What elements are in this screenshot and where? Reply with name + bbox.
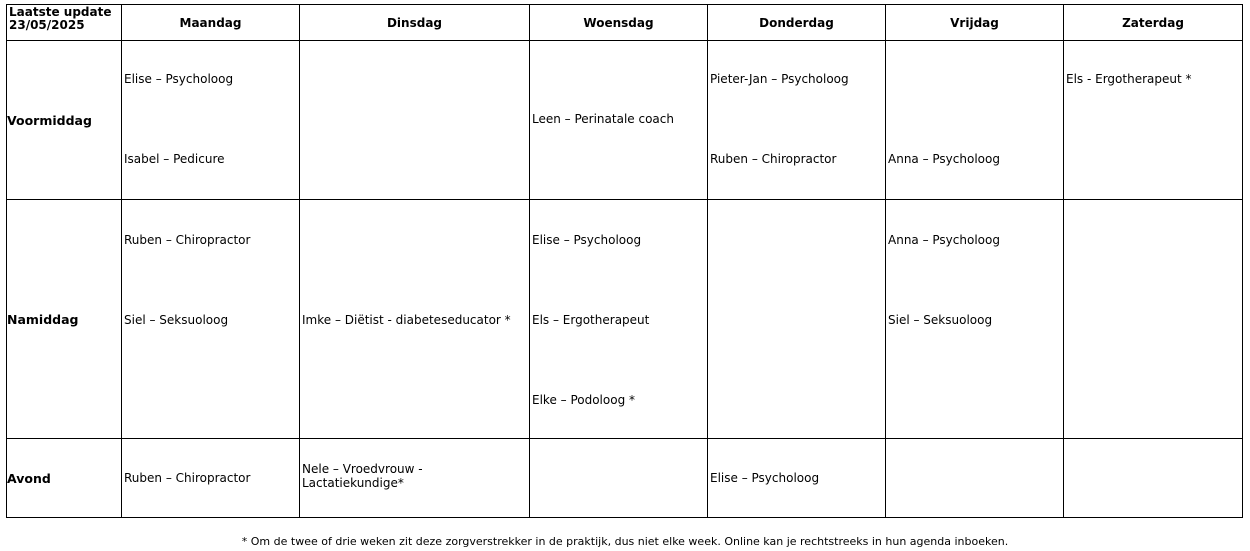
row-label-voormiddag: Voormiddag bbox=[7, 41, 122, 200]
schedule-entry: Nele – Vroedvrouw - Lactatiekundige* bbox=[302, 462, 423, 490]
schedule-entry: Siel – Seksuoloog bbox=[124, 313, 229, 327]
cell-avond-dinsdag bbox=[300, 439, 530, 518]
schedule-entry: Elise – Psycholoog bbox=[124, 72, 234, 86]
schedule-entry: Ruben – Chiropractor bbox=[124, 471, 251, 485]
cell-voormiddag-donderdag bbox=[708, 41, 886, 200]
schedule-entry: Els – Ergotherapeut bbox=[532, 313, 650, 327]
schedule-entry: Anna – Psycholoog bbox=[888, 152, 1000, 166]
row-avond bbox=[7, 439, 1243, 518]
footnote: * Om de twee of drie weken zit deze zorgverstrekker in de praktijk, dus niet elke week. Online kan je rechtstreeks in hun agenda inboeken. bbox=[241, 535, 1009, 548]
day-header-zaterdag: Zaterdag bbox=[1064, 5, 1243, 41]
cell-voormiddag-dinsdag bbox=[300, 41, 530, 200]
header-row bbox=[7, 5, 1243, 41]
cell-voormiddag-maandag bbox=[122, 41, 300, 200]
schedule-entry: Leen – Perinatale coach bbox=[532, 112, 674, 126]
cell-avond-woensdag bbox=[530, 439, 708, 518]
schedule-table bbox=[6, 4, 1243, 518]
row-namiddag bbox=[7, 200, 1243, 439]
cell-voormiddag-vrijdag bbox=[886, 41, 1064, 200]
cell-avond-donderdag bbox=[708, 439, 886, 518]
day-header-vrijdag: Vrijdag bbox=[886, 5, 1064, 41]
last-update-header bbox=[7, 5, 122, 41]
row-label-namiddag: Namiddag bbox=[7, 200, 122, 439]
schedule-entry: Ruben – Chiropractor bbox=[710, 152, 837, 166]
row-label-avond: Avond bbox=[7, 439, 122, 518]
last-update-label: Laatste update bbox=[9, 5, 112, 19]
schedule-entry: Elise – Psycholoog bbox=[710, 471, 820, 485]
cell-namiddag-zaterdag bbox=[1064, 200, 1243, 439]
day-header-maandag: Maandag bbox=[122, 5, 300, 41]
cell-voormiddag-zaterdag bbox=[1064, 41, 1243, 200]
cell-avond-zaterdag bbox=[1064, 439, 1243, 518]
row-voormiddag bbox=[7, 41, 1243, 200]
cell-voormiddag-woensdag bbox=[530, 41, 708, 200]
cell-avond-maandag bbox=[122, 439, 300, 518]
schedule-entry: Pieter-Jan – Psycholoog bbox=[710, 72, 849, 86]
cell-namiddag-vrijdag bbox=[886, 200, 1064, 439]
schedule-entry: Imke – Diëtist - diabeteseducator * bbox=[302, 313, 511, 327]
schedule-entry: Isabel – Pedicure bbox=[124, 152, 225, 166]
cell-avond-vrijdag bbox=[886, 439, 1064, 518]
schedule-entry: Ruben – Chiropractor bbox=[124, 233, 251, 247]
cell-namiddag-maandag bbox=[122, 200, 300, 439]
day-header-donderdag: Donderdag bbox=[708, 5, 886, 41]
day-header-dinsdag: Dinsdag bbox=[300, 5, 530, 41]
schedule-entry: Anna – Psycholoog bbox=[888, 233, 1000, 247]
schedule-entry: Els - Ergotherapeut * bbox=[1066, 72, 1192, 86]
day-header-woensdag: Woensdag bbox=[530, 5, 708, 41]
last-update-date: 23/05/2025 bbox=[9, 18, 85, 32]
cell-namiddag-donderdag bbox=[708, 200, 886, 439]
cell-namiddag-dinsdag bbox=[300, 200, 530, 439]
schedule-entry: Siel – Seksuoloog bbox=[888, 313, 993, 327]
schedule-entry: Elke – Podoloog * bbox=[532, 393, 636, 407]
cell-namiddag-woensdag bbox=[530, 200, 708, 439]
schedule-entry: Elise – Psycholoog bbox=[532, 233, 642, 247]
